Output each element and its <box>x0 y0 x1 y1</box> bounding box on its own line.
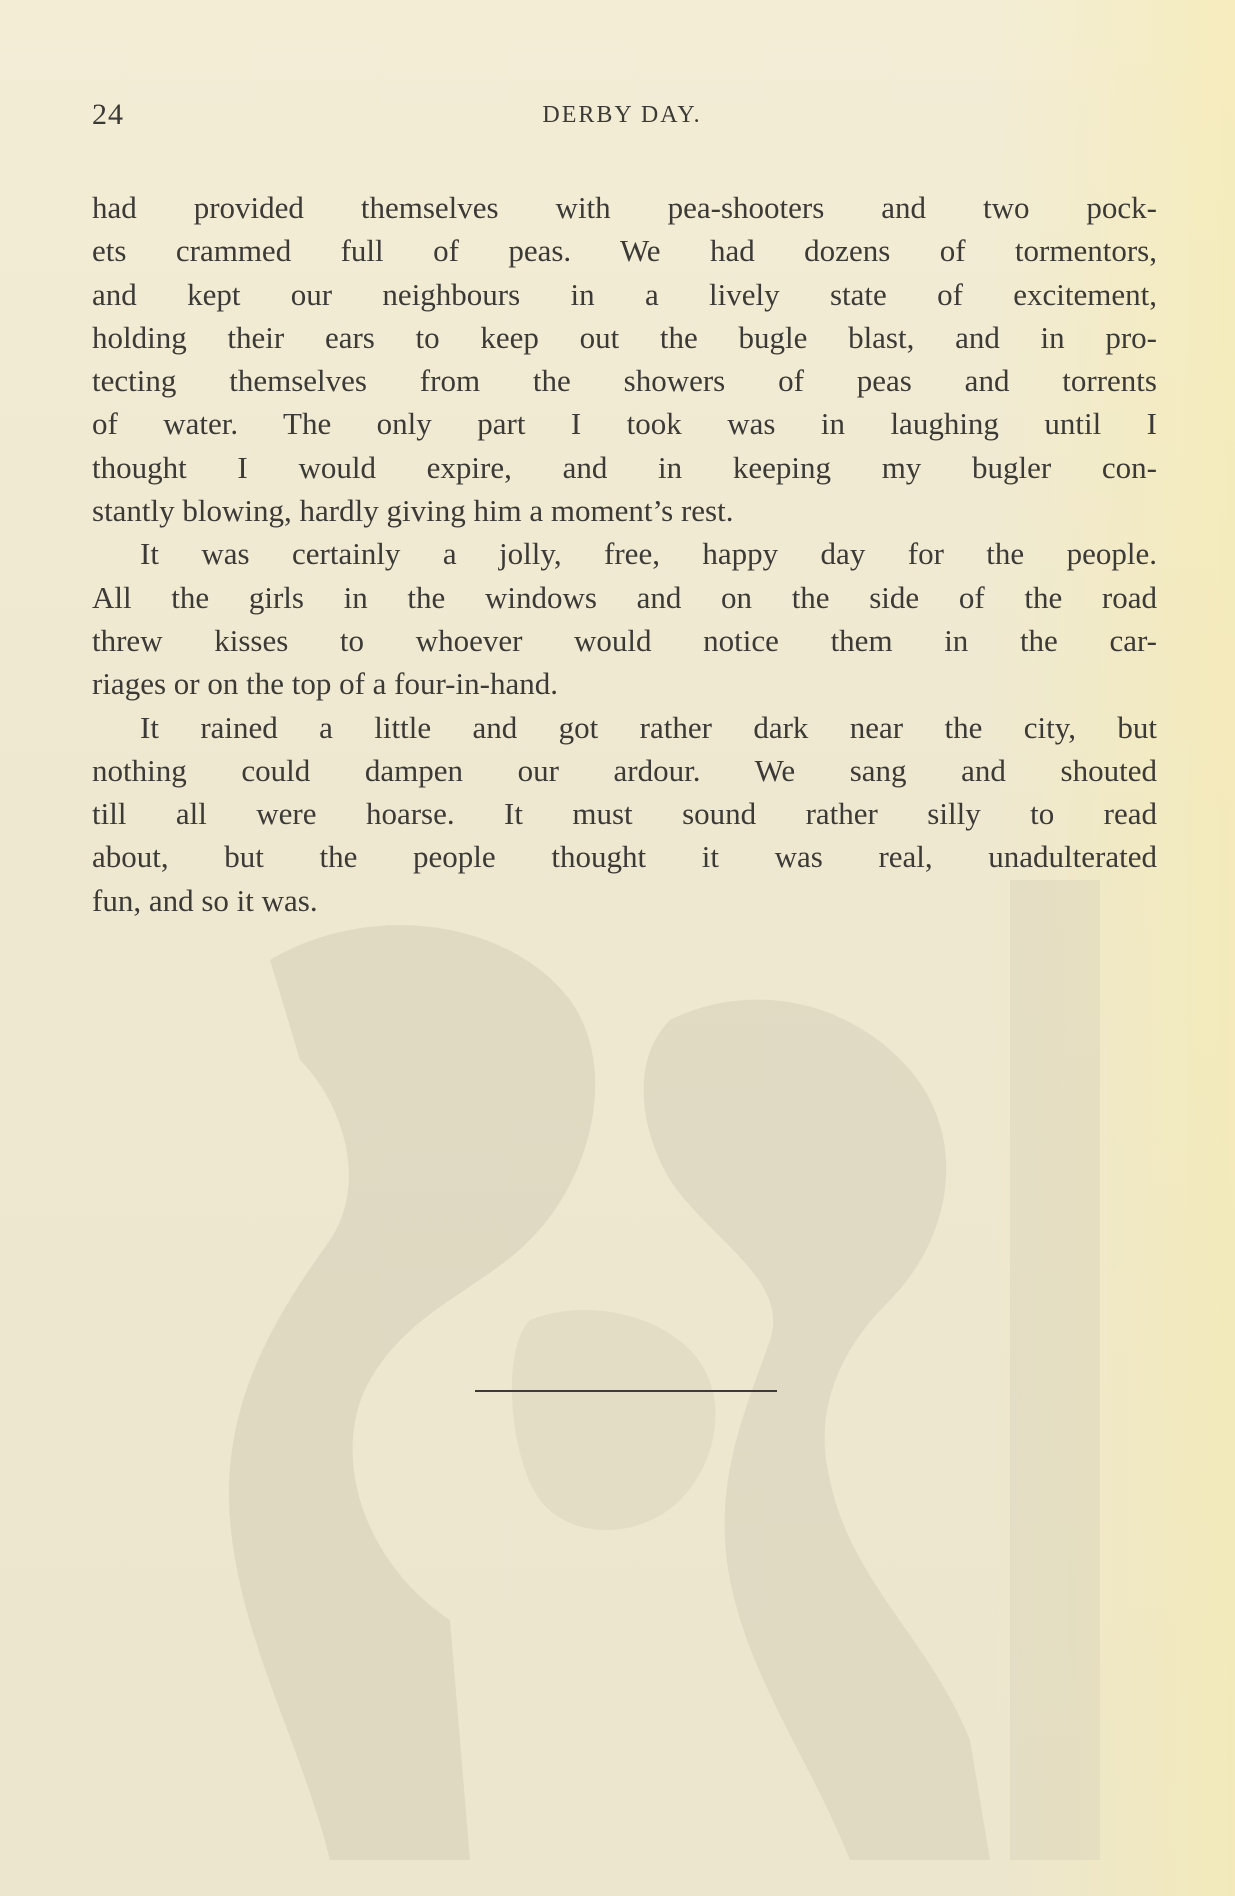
show-through-illustration <box>150 880 1150 1860</box>
text-line: It was certainly a jolly, free, happy day for the people. <box>140 536 1157 572</box>
text-line: of water. The only part I took was in laughing until I <box>92 406 1157 442</box>
running-head: DERBY DAY. <box>542 102 702 128</box>
text-line: till all were hoarse. It must sound rather silly to read <box>92 796 1157 832</box>
body-text <box>92 186 1157 922</box>
text-line: holding their ears to keep out the bugle blast, and in pro- <box>92 319 1157 355</box>
text-line: and kept our neighbours in a lively state of excitement, <box>92 276 1157 312</box>
page-header <box>92 98 1152 138</box>
text-line: threw kisses to whoever would notice them in the car- <box>92 622 1157 658</box>
page-number: 24 <box>92 98 124 131</box>
text-line: fun, and so it was. <box>92 882 318 918</box>
text-line: about, but the people thought it was real, unadulterated <box>92 839 1157 875</box>
text-line: nothing could dampen our ardour. We sang and shouted <box>92 752 1157 788</box>
text-line: stantly blowing, hardly giving him a moment’s rest. <box>92 493 734 529</box>
text-line: thought I would expire, and in keeping my bugler con- <box>92 449 1157 485</box>
text-line: ets crammed full of peas. We had dozens of tormentors, <box>92 233 1157 269</box>
text-line: had provided themselves with pea-shooters and two pock- <box>92 190 1157 225</box>
text-line: riages or on the top of a four-in-hand. <box>92 666 558 702</box>
section-divider <box>475 1390 777 1392</box>
text-line: It rained a little and got rather dark near the city, but <box>140 709 1157 745</box>
text-line: All the girls in the windows and on the side of the road <box>92 579 1157 615</box>
text-line: tecting themselves from the showers of peas and torrents <box>92 363 1157 399</box>
